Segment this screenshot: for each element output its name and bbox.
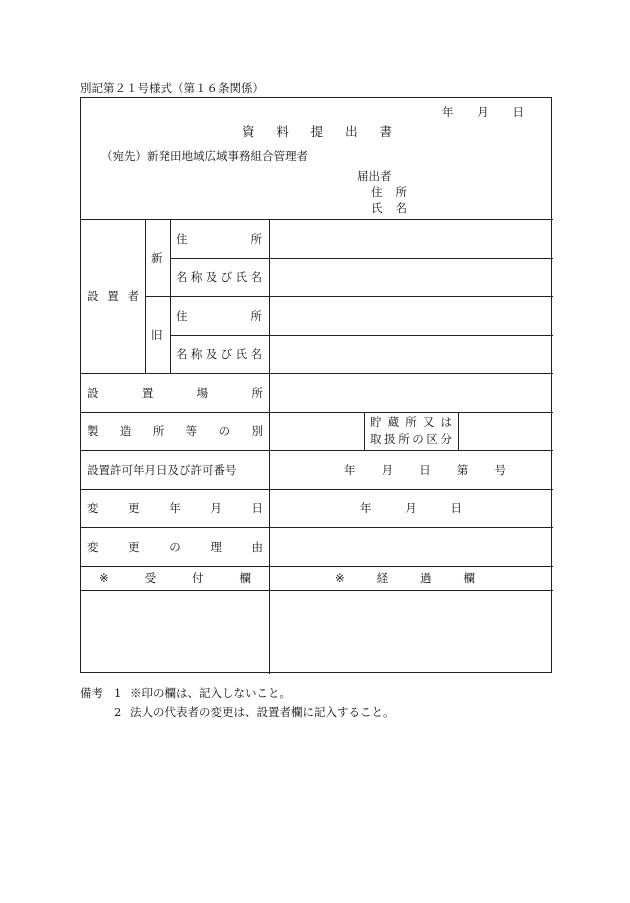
- remark-item: [80, 703, 395, 722]
- form-caption: 別記第２１号様式（第１６条関係）: [80, 81, 264, 95]
- line-new-old: [145, 296, 553, 297]
- new-address-label: 住 所: [176, 232, 262, 246]
- line-installer-bottom: [81, 373, 553, 374]
- new-name-label: 名 称 及 び 氏 名: [176, 270, 262, 284]
- addressee: （宛先）新発田地域広域事務組合管理者: [101, 149, 308, 163]
- vline-new-old: [170, 219, 171, 373]
- install-place-label: 設 置 場 所: [87, 386, 263, 400]
- date-year-unit: 年: [442, 105, 454, 119]
- line-old-mid: [170, 335, 553, 336]
- applicant-address-label: 住 所: [371, 185, 407, 199]
- vline-storage-left: [364, 412, 365, 450]
- old-name-label: 名 称 及 び 氏 名: [176, 347, 262, 361]
- line-place-bottom: [81, 412, 553, 413]
- installer-label: 設 置 者: [87, 289, 139, 303]
- line-change-date-bottom: [81, 527, 553, 528]
- applicant-label: 届出者: [357, 169, 392, 183]
- remark-number: 1: [114, 686, 122, 700]
- line-manufacture-bottom: [81, 450, 553, 451]
- date-day-unit: 日: [512, 105, 524, 119]
- manufacture-label: 製 造 所 等 の 別: [87, 424, 263, 438]
- reception-label: ※ 受 付 欄: [99, 571, 251, 585]
- vline-storage-right: [458, 412, 459, 450]
- progress-label: ※ 経 過 欄: [335, 571, 475, 585]
- form-frame: [80, 97, 552, 673]
- installer-old-label: 旧: [151, 328, 163, 342]
- line-permit-bottom: [81, 489, 553, 490]
- permit-label: 設置許可年月日及び許可番号: [87, 463, 237, 477]
- storage-category-label-line2: 取 扱 所 の 区 分: [370, 432, 452, 446]
- vline-main: [269, 219, 270, 674]
- remarks-label: 備考: [80, 686, 103, 700]
- remark-text: ※印の欄は、記入しないこと。: [130, 686, 291, 700]
- remark-item: [80, 684, 395, 703]
- storage-category-label-line1: 貯 蔵 所 又 は: [370, 415, 452, 429]
- change-date-value: 年 月 日: [360, 501, 462, 515]
- permit-value: 年 月 日 第 号: [344, 463, 506, 477]
- date-month-unit: 月: [477, 105, 489, 119]
- line-new-mid: [170, 258, 553, 259]
- old-address-label: 住 所: [176, 309, 262, 323]
- remark-text: 法人の代表者の変更は、設置者欄に記入すること。: [130, 705, 395, 719]
- change-reason-label: 変 更 の 理 由: [87, 540, 263, 554]
- change-date-label: 変 更 年 月 日: [87, 501, 263, 515]
- remark-number: 2: [114, 705, 122, 719]
- vline-installer: [145, 219, 146, 373]
- applicant-name-label: 氏 名: [371, 201, 407, 215]
- doc-title: 資 料 提 出 書: [242, 124, 392, 139]
- line-bottom-header: [81, 590, 553, 591]
- installer-new-label: 新: [151, 251, 163, 265]
- remarks: [80, 684, 395, 722]
- line-header-bottom: [81, 219, 553, 220]
- line-reason-bottom: [81, 566, 553, 567]
- date-line: [442, 105, 524, 119]
